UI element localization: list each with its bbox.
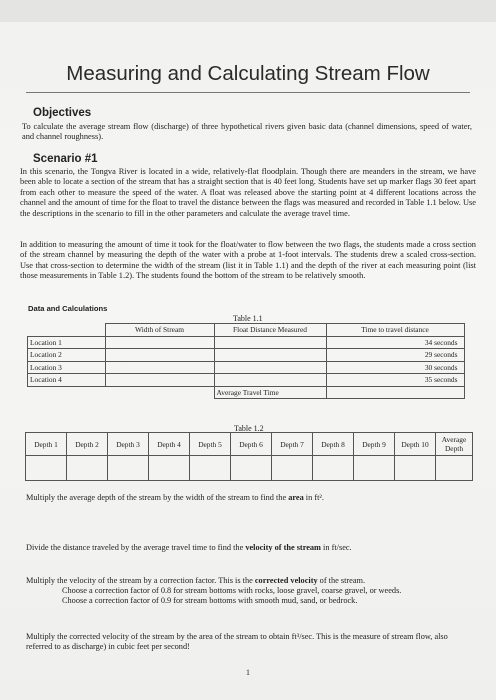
table-row [28, 336, 465, 349]
page-title: Measuring and Calculating Stream Flow [66, 62, 430, 85]
table1-cell-distance[interactable] [214, 336, 326, 349]
table1-cell-width[interactable] [105, 349, 214, 362]
table1-row-label: Location 2 [28, 349, 106, 362]
table1-caption: Table 1.1 [233, 314, 263, 323]
table1-cell-time: 34 seconds [326, 336, 464, 349]
table2-header: Depth 3 [108, 433, 149, 456]
table1-cell-time: 30 seconds [326, 361, 464, 374]
objectives-heading: Objectives [33, 107, 92, 119]
page-number: 1 [245, 668, 251, 677]
table2-header: Depth 4 [149, 433, 190, 456]
table1-cell-distance[interactable] [214, 361, 326, 374]
table2-depth-cell[interactable] [67, 456, 108, 481]
table2-header: Depth 6 [231, 433, 272, 456]
table2-header-average: Average Depth [436, 433, 473, 456]
scenario-heading: Scenario #1 [33, 153, 98, 165]
table1-row-label: Location 3 [28, 361, 106, 374]
table1-cell-time: 29 seconds [326, 349, 464, 362]
table2-depth-cell[interactable] [108, 456, 149, 481]
correction-factor-smooth: Choose a correction factor of 0.9 for stream bottoms with smooth mud, sand, or bedrock. [62, 596, 358, 606]
table1-average-label: Average Travel Time [214, 386, 326, 399]
table1-header-width: Width of Stream [105, 324, 214, 337]
table2-depth-cell[interactable] [354, 456, 395, 481]
table2-depth-cell[interactable] [149, 456, 190, 481]
table2-depth-cell[interactable] [190, 456, 231, 481]
scenario-paragraph-1: In this scenario, the Tongva River is located in a wide, relatively-flat floodplain. Though there are meanders in the stream, we have been able to locate a section of the stream that has a straight section that is 40 feet long. Students have set up marker flags 30 feet apart from each other to measure the speed of the water. A float was released above the starting point at 4 different locations across the channel and the amount of time for the float to travel the distance between the flags was measured and recorded in Table 1.1 below. Use the descriptions in the scenario to fill in the other parameters and calculate the average travel time. [20, 167, 476, 218]
table1-row-label: Location 4 [28, 374, 106, 387]
table-1-2 [25, 432, 473, 481]
step-corrected-velocity: Multiply the velocity of the stream by a correction factor. This is the corrected velocity of the stream. Choose a correction factor of 0.8 for stream bottoms with rocks, loose gravel, coarse gravel, or weeds. Choose a correction factor of 0.9 for stream bottoms with smooth mud, sand, or bedrock. [26, 576, 476, 607]
table1-row-label: Location 1 [28, 336, 106, 349]
table-row [26, 456, 473, 481]
table1-cell-distance[interactable] [214, 349, 326, 362]
table2-header: Depth 1 [26, 433, 67, 456]
step-discharge: Multiply the corrected velocity of the stream by the area of the stream to obtain ft³/sec. This is the measure of stream flow, also referred to as discharge) in cubic feet per second! [26, 632, 448, 652]
table1-cell-width[interactable] [105, 374, 214, 387]
table2-header: Depth 8 [313, 433, 354, 456]
table1-cell-distance[interactable] [214, 374, 326, 387]
table-row [28, 361, 465, 374]
title-rule [26, 92, 470, 93]
table2-depth-cell[interactable] [26, 456, 67, 481]
table1-corner [28, 324, 106, 337]
objectives-text: To calculate the average stream flow (discharge) of three hypothetical rivers given basic data (channel dimensions, speed of water, and channel roughness). [22, 122, 472, 142]
table-row [28, 349, 465, 362]
table2-caption: Table 1.2 [234, 424, 264, 433]
table2-header: Depth 9 [354, 433, 395, 456]
step-velocity: Divide the distance traveled by the average travel time to find the velocity of the stream in ft/sec. [26, 543, 352, 552]
table2-header: Depth 5 [190, 433, 231, 456]
scenario-paragraph-2: In addition to measuring the amount of time it took for the float/water to flow between the two flags, the students made a cross section of the stream channel by measuring the depth of the water with a probe at 1-foot intervals. The students drew a scaled cross-section. Use that cross-section to determine the width of the stream (list it in Table 1.1) and the depth of the river at each measuring point (list those measurements in Table 1.2). The students found the bottom of the stream to be relatively smooth. [20, 240, 476, 281]
table1-cell-width[interactable] [105, 336, 214, 349]
table2-depth-cell[interactable] [272, 456, 313, 481]
top-edge [0, 0, 496, 22]
table2-header: Depth 7 [272, 433, 313, 456]
correction-factor-rough: Choose a correction factor of 0.8 for stream bottoms with rocks, loose gravel, coarse gravel, or weeds. [62, 586, 402, 596]
table1-cell-width[interactable] [105, 361, 214, 374]
table2-header: Depth 10 [395, 433, 436, 456]
table2-depth-cell[interactable] [395, 456, 436, 481]
table2-depth-cell[interactable] [231, 456, 272, 481]
table2-header: Depth 2 [67, 433, 108, 456]
table1-average-cell[interactable] [326, 386, 464, 399]
table1-cell-time: 35 seconds [326, 374, 464, 387]
table2-depth-cell[interactable] [313, 456, 354, 481]
table1-header-time: Time to travel distance [326, 324, 464, 337]
data-calculations-label: Data and Calculations [28, 304, 108, 313]
step-area: Multiply the average depth of the stream by the width of the stream to find the area in ft². [26, 493, 324, 502]
table-1-1 [27, 323, 465, 399]
table2-average-cell[interactable] [436, 456, 473, 481]
table1-header-distance: Float Distance Measured [214, 324, 326, 337]
table-row [28, 374, 465, 387]
